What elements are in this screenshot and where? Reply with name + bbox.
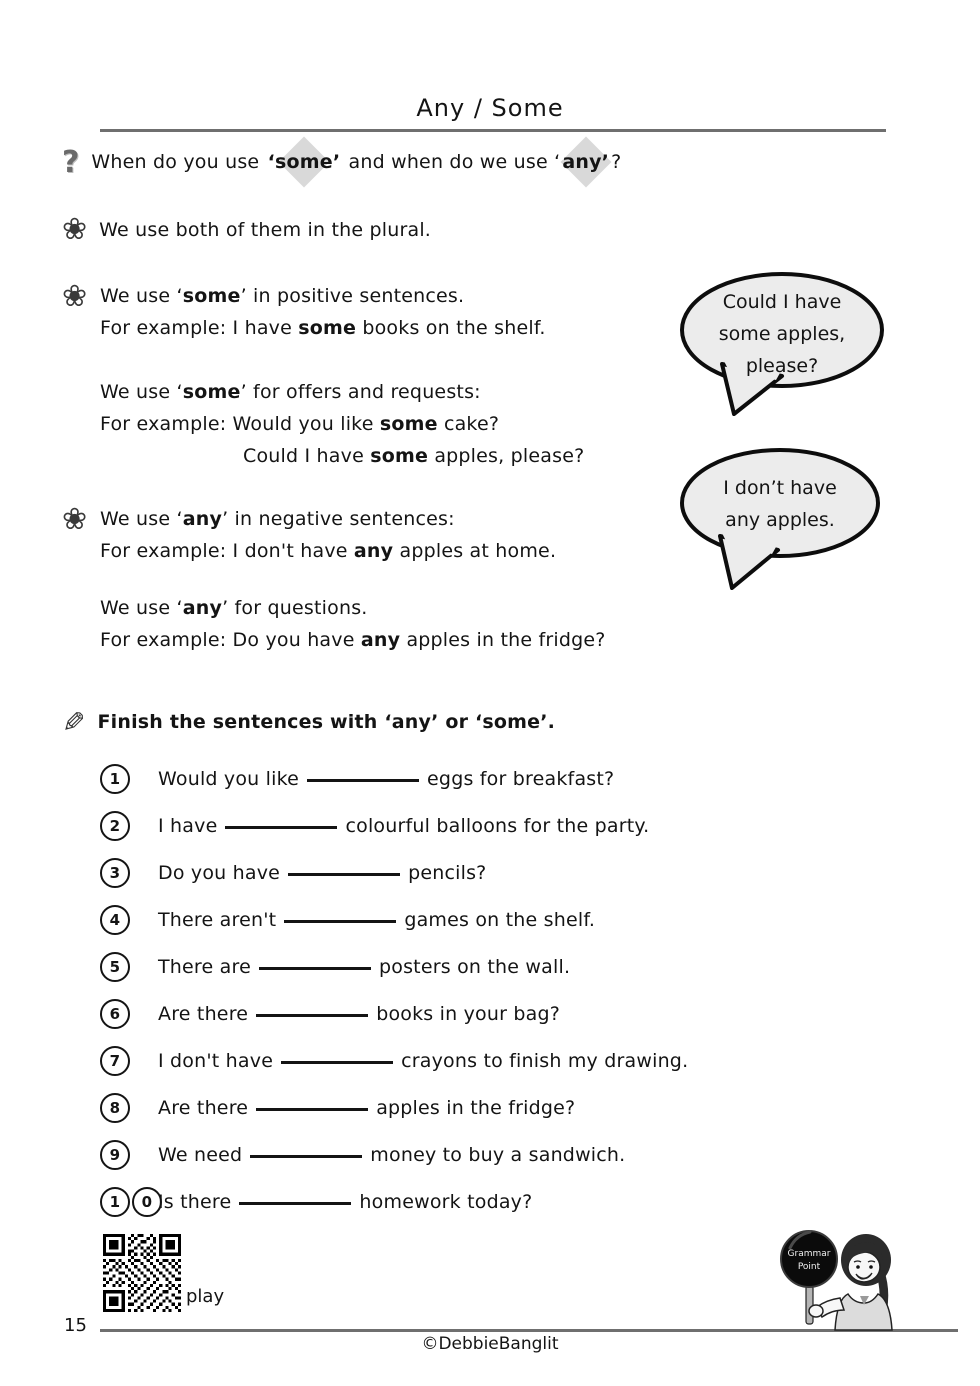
item-text-post: homework today?	[359, 1190, 533, 1213]
qr-play-label: play	[186, 1286, 225, 1307]
text-segment: For example: I have	[100, 317, 299, 339]
exercise-item	[100, 990, 860, 1037]
bubble-line: I don’t have	[723, 477, 837, 499]
text-segment: ’ in positive sentences.	[240, 285, 465, 307]
answer-blank	[256, 1014, 368, 1017]
rule-any-questions-example	[100, 624, 740, 656]
answer-blank	[284, 920, 396, 923]
item-text-pre: There aren't	[158, 908, 277, 931]
answer-blank	[225, 826, 337, 829]
text-segment: For example: Do you have	[100, 629, 361, 651]
rule-some-offers-example1	[100, 408, 740, 440]
sign-text-line1: Grammar	[787, 1249, 831, 1259]
item-text-pre: Are there	[158, 1096, 249, 1119]
title-rule	[100, 129, 886, 132]
exercise-item	[100, 849, 860, 896]
item-text-pre: I have	[158, 814, 218, 837]
text-segment: For example: I don't have	[100, 540, 354, 562]
exercise-item	[100, 1084, 860, 1131]
bold-word: any	[360, 629, 401, 651]
grammar-point-sign	[781, 1231, 837, 1287]
rule-some-positive-example	[100, 312, 740, 344]
item-text-post: crayons to finish my drawing.	[401, 1049, 689, 1072]
bold-word: some	[370, 445, 429, 467]
item-number: 9	[100, 1140, 130, 1170]
text-segment: We use ‘	[100, 597, 183, 619]
page-title: Any / Some	[416, 94, 564, 122]
item-text-pre: There are	[158, 955, 251, 978]
bold-word: some	[298, 317, 357, 339]
speech-bubble-some	[676, 268, 888, 420]
qr-code	[103, 1234, 181, 1312]
rule-any-negative-example	[100, 535, 740, 567]
text-segment: We use ‘	[100, 381, 183, 403]
text-segment: apples in the fridge?	[400, 629, 606, 651]
question-mark-icon: ?	[62, 144, 80, 180]
item-text-post: eggs for breakfast?	[427, 767, 615, 790]
item-text-post: pencils?	[408, 861, 487, 884]
bold-word: any	[353, 540, 394, 562]
exercise-instruction-row	[62, 702, 555, 742]
item-number: 4	[100, 905, 130, 935]
exercise-instruction: Finish the sentences with ‘any’ or ‘some’.	[97, 711, 556, 733]
answer-blank	[239, 1202, 351, 1205]
item-text-pre: Do you have	[158, 861, 281, 884]
text-segment: ’ for offers and requests:	[240, 381, 481, 403]
question-text	[91, 146, 621, 178]
bubble-line: any apples.	[725, 509, 835, 531]
flower-bullet-icon: ❀	[62, 212, 88, 247]
sign-stick	[806, 1286, 813, 1324]
bold-word: any	[182, 508, 223, 530]
item-text-pre: We need	[158, 1143, 243, 1166]
text-segment: For example: Would you like	[100, 413, 380, 435]
rule-any-block	[62, 503, 740, 656]
item-number: 5	[100, 952, 130, 982]
item-number: 3	[100, 858, 130, 888]
text-segment: ’ in negative sentences:	[222, 508, 455, 530]
bubble-line: some apples,	[718, 323, 846, 345]
exercise-item	[100, 755, 860, 802]
exercise-item	[100, 896, 860, 943]
item-text-pre: Is there	[158, 1190, 232, 1213]
rule-any-questions	[100, 592, 740, 624]
exercise-item	[100, 802, 860, 849]
item-text-pre: Would you like	[158, 767, 300, 790]
item-text-post: money to buy a sandwich.	[370, 1143, 626, 1166]
rule-any-negative	[100, 503, 740, 535]
bold-word: some	[379, 413, 438, 435]
item-number: 1	[100, 1187, 130, 1217]
answer-blank	[307, 779, 419, 782]
answer-blank	[256, 1108, 368, 1111]
bold-word: some	[182, 285, 241, 307]
text-segment: Could I have	[243, 445, 371, 467]
exercise-item	[100, 1131, 860, 1178]
item-text-post: games on the shelf.	[404, 908, 596, 931]
answer-blank	[259, 967, 371, 970]
rule-some-block	[62, 280, 740, 472]
item-number: 2	[100, 811, 130, 841]
text-segment: We use ‘	[100, 508, 183, 530]
item-text-pre: I don't have	[158, 1049, 274, 1072]
item-text-post: posters on the wall.	[379, 955, 571, 978]
text-segment: We use ‘	[100, 285, 183, 307]
item-text-pre: Are there	[158, 1002, 249, 1025]
text-segment: apples, please?	[428, 445, 585, 467]
answer-blank	[281, 1061, 393, 1064]
item-number: 1	[100, 764, 130, 794]
teacher-character-illustration	[776, 1226, 921, 1332]
exercise-item	[100, 1037, 860, 1084]
exercise-item	[100, 1178, 860, 1225]
exercise-list	[100, 755, 860, 1225]
hand	[809, 1305, 823, 1317]
question-pre: When do you use	[91, 151, 266, 173]
item-text-post: colourful balloons for the party.	[345, 814, 650, 837]
bubble-line: please?	[745, 355, 819, 377]
text-segment: books on the shelf.	[356, 317, 546, 339]
question-mid: and when do we use ‘	[342, 151, 561, 173]
item-number: 6	[100, 999, 130, 1029]
bold-word: some	[182, 381, 241, 403]
answer-blank	[250, 1155, 362, 1158]
text-segment: cake?	[437, 413, 500, 435]
answer-blank	[288, 873, 400, 876]
highlighted-word-some: ‘some’	[267, 151, 341, 173]
bubble-line: Could I have	[722, 291, 842, 313]
item-number: 7	[100, 1046, 130, 1076]
item-text-post: apples in the fridge?	[376, 1096, 576, 1119]
page-number: 15	[64, 1315, 87, 1336]
question-row	[62, 142, 621, 182]
rule-some-positive	[100, 280, 740, 312]
sign-text-line2: Point	[797, 1262, 821, 1272]
question-post: ?	[611, 151, 622, 173]
text-segment: apples at home.	[393, 540, 557, 562]
rule-plural-text: We use both of them in the plural.	[99, 219, 432, 241]
bold-word: any	[182, 597, 223, 619]
flower-bullet-icon: ❀	[62, 279, 88, 314]
item-number: 0	[132, 1187, 162, 1217]
pencil-icon: ✎	[62, 705, 86, 739]
exercise-item	[100, 943, 860, 990]
text-segment: ’ for questions.	[222, 597, 368, 619]
speech-bubble-any	[676, 446, 884, 596]
item-number: 8	[100, 1093, 130, 1123]
copyright-credit: ©DebbieBanglit	[421, 1334, 559, 1354]
highlighted-word-any: any’	[562, 151, 610, 173]
item-text-post: books in your bag?	[376, 1002, 561, 1025]
rule-some-offers-example2	[243, 440, 740, 472]
rule-some-offers	[100, 376, 740, 408]
rule-plural-row	[62, 210, 431, 250]
flower-bullet-icon: ❀	[62, 502, 88, 537]
